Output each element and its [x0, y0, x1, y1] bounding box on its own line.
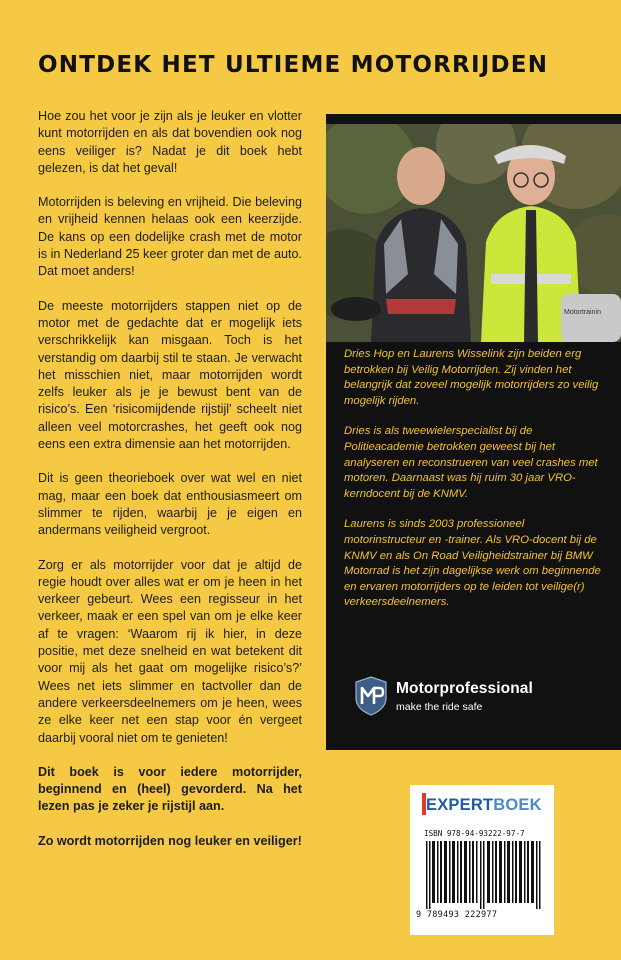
motorprofessional-logo [354, 674, 604, 724]
blurb-paragraph: Zorg er als motorrijder voor dat je altijd de regie houdt over alles wat er om je heen in het verkeer gebeurt. Wees een regisseur in het verkeer, maak er een spel van om je elke keer af te vragen: ‘Waarom rij ik hier, in deze positie, met deze snelheid en wat betekent dit voor mij als het gaat om mogelijke risico’s?’ Wees net iets slimmer en tactvoller dan de andere verkeersdeelnemers om je heen, wees ze elke keer net een stap voor én vergeet daarbij vooral niet om te genieten! [38, 557, 302, 745]
logo-tagline: make the ride safe [396, 701, 483, 713]
logo-name: Motorprofessional [396, 680, 533, 697]
publisher-name-a: EXPERT [426, 796, 494, 814]
photo-bike-label: Motortrainin [564, 309, 601, 316]
blurb-paragraph: De meeste motorrijders stappen niet op de motor met de gedachte dat er mogelijk iets verschrikkelijk kan misgaan. Toch is het verstandig om daarbij stil te staan. Je verwacht het misschien niet, maar motorrijden wordt zelfs leuker als je je bewust bent van de risico’s. Een ‘risicomijdende rijstijl’ scheelt niet alleen veel motorcrashes, het geeft ook nog eens een extra dimensie aan het motorrijden. [38, 298, 302, 452]
barcode-digits: 9 789493 222977 [416, 910, 498, 920]
blurb-paragraph: Dit is geen theorieboek over wat wel en niet mag, maar een boek dat enthousiasmeert om slimmer te rijden, waarbij je je eigen en andermans veiligheid vergroot. [38, 471, 302, 538]
author-photo [326, 124, 621, 342]
author-bio [344, 347, 606, 626]
blurb-paragraph: Hoe zou het voor je zijn als je leuker en vlotter kunt motorrijden en als dat bovendien ook nog eens veiliger is? Nadat je dit boek hebt gelezen, is dat het geval! [38, 109, 302, 175]
shield-logo-icon [354, 676, 388, 716]
bio-paragraph: Laurens is sinds 2003 professioneel motorinstructeur en -trainer. Als VRO-docent bij de KNMV en als On Road Veiligheidstrainer bij BMW Motorrad is het zijn dagelijkse werk om beginnende en ervaren motorrijders op te leiden tot veilige(r) verkeersdeelnemers. [344, 518, 601, 609]
blurb-bold-paragraph: Dit boek is voor iedere motorrijder, beginnend en (heel) gevorderd. Na het lezen pas je zeker je rijstijl aan. [38, 764, 302, 814]
isbn-box [410, 785, 554, 935]
isbn-number: ISBN 978-94-93222-97-7 [424, 829, 525, 838]
cover-title: ONTDEK HET ULTIEME MOTORRIJDEN [38, 52, 549, 78]
bio-paragraph: Dries is als tweewielerspecialist bij de Politieacademie betrokken geweest bij het analyseren en reconstrueren van veel crashes met motoren. Daarnaast was hij ruim 30 jaar VRO-kerndocent bij de KNMV. [344, 425, 598, 500]
barcode-icon [426, 841, 544, 909]
bio-paragraph: Dries Hop en Laurens Wisselink zijn beiden erg betrokken bij Veilig Motorrijden. Zij vinden het belangrijk dat zoveel mogelijk motorrijders zo veilig mogelijk rijden. [344, 348, 599, 407]
blurb-paragraph: Motorrijden is beleving en vrijheid. Die beleving en vrijheid kennen helaas ook een keerzijde. De kans op een dodelijke crash met de motor is in Nederland 25 keer groter dan met de auto. Dat moet anders! [38, 195, 302, 279]
blurb-bold-paragraph: Zo wordt motorrijden nog leuker en veiliger! [38, 833, 302, 848]
publisher-name-b: BOEK [493, 796, 542, 814]
blurb-column [38, 108, 302, 867]
publisher-logo [426, 796, 542, 815]
author-panel [326, 114, 621, 750]
